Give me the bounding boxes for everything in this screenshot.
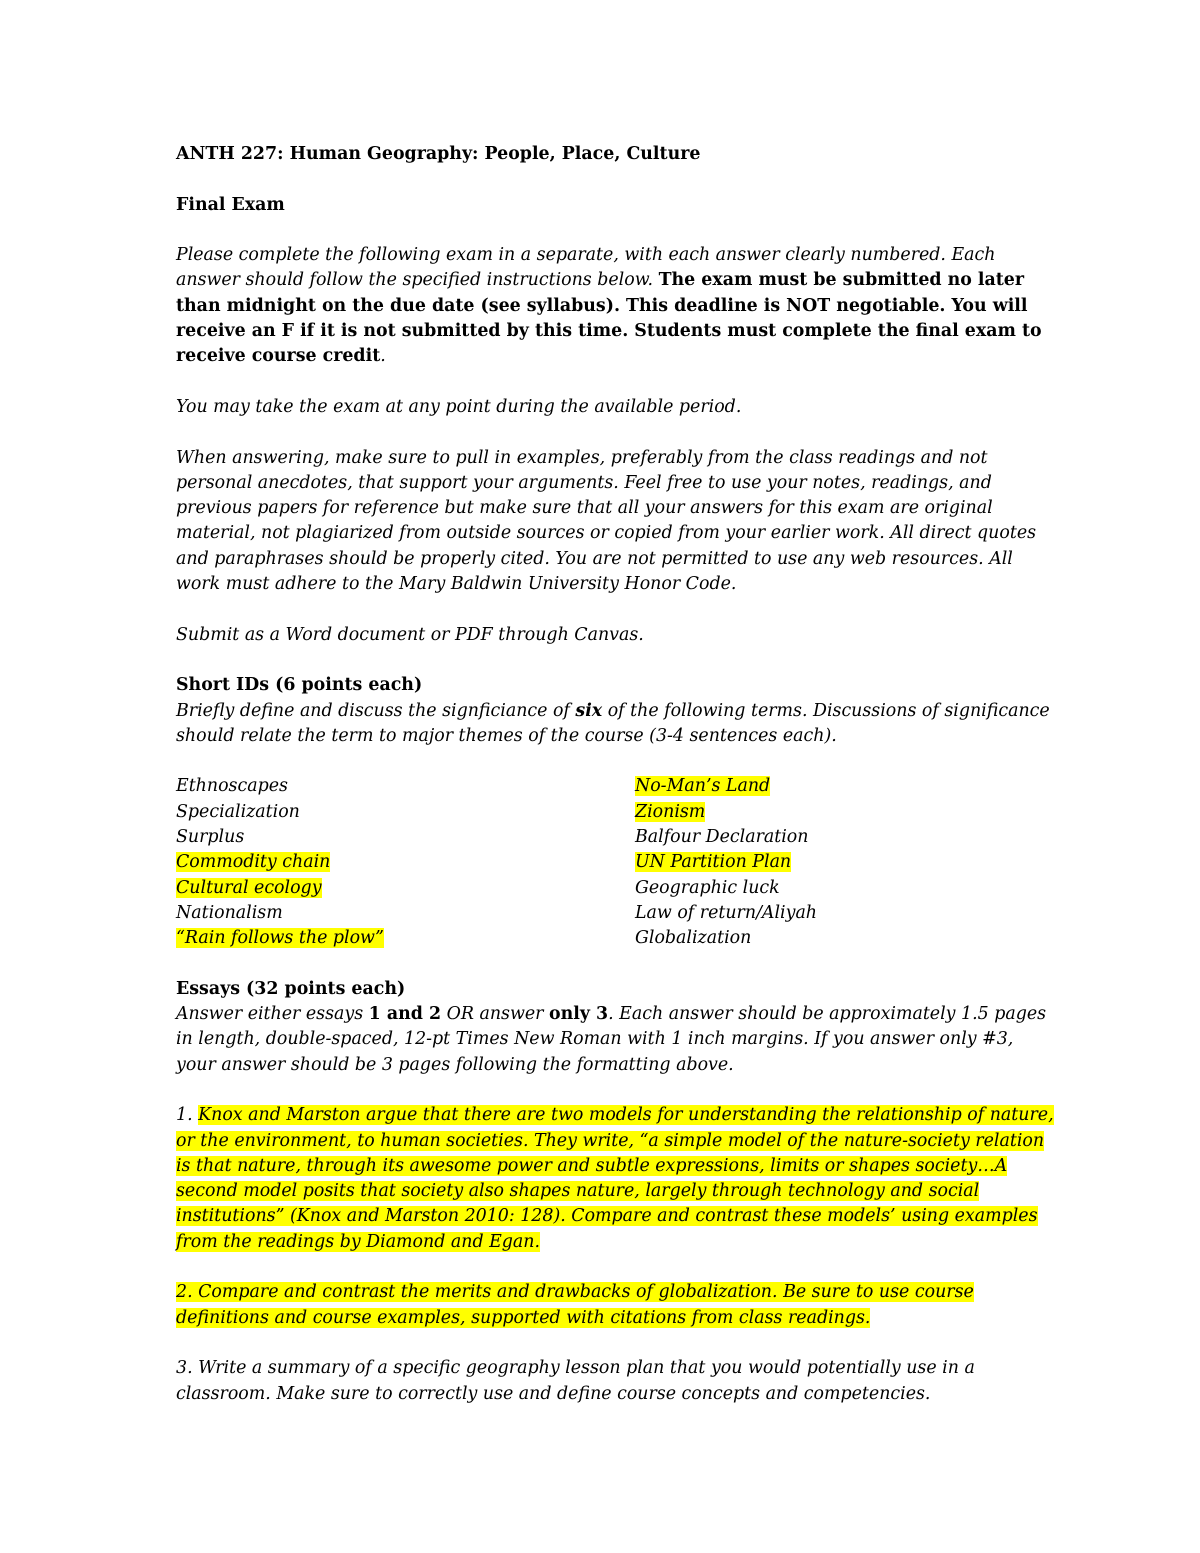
term-item-highlighted: Cultural ecology: [176, 877, 322, 898]
essays-instr-bold-2: only 3: [548, 1004, 609, 1025]
term-item: Ethnoscapes: [176, 776, 288, 797]
essay-question-3: [176, 1356, 1056, 1407]
terms-list: [176, 774, 1056, 951]
essays-instr-2: OR answer: [441, 1004, 549, 1025]
short-ids-instr-bold: six: [575, 700, 603, 721]
period-note: You may take the exam at any point during the available period.: [176, 396, 742, 417]
essay-question-1: [176, 1103, 1056, 1255]
term-item-highlighted: UN Partition Plan: [635, 852, 792, 873]
term-item-highlighted: Zionism: [635, 801, 706, 822]
essay-3-text: 3. Write a summary of a specific geography lesson plan that you would potentially use in a classroom. Make sure to correctly use and define course concepts and competencies.: [176, 1358, 975, 1404]
short-ids-instr-after: of the following terms. Discussions of significance should relate the term to major themes of the course (3-4 sentences each).: [176, 700, 1050, 746]
course-title: ANTH 227: Human Geography: People, Place, Culture: [176, 144, 701, 164]
term-item: Surplus: [176, 827, 245, 848]
submit-note: Submit as a Word document or PDF through Canvas.: [176, 624, 644, 645]
term-item-highlighted: Commodity chain: [176, 852, 331, 873]
term-item-highlighted: “Rain follows the plow”: [176, 928, 384, 949]
essays-instr-bold-1: 1 and 2: [368, 1004, 442, 1025]
term-item: Specialization: [176, 801, 300, 822]
short-ids-instructions: [176, 699, 1056, 750]
essay-question-2: [176, 1280, 1056, 1331]
term-item: Geographic luck: [635, 877, 780, 898]
exam-title: Final Exam: [176, 194, 285, 215]
term-item: Globalization: [635, 928, 752, 949]
essays-heading: Essays (32 points each): [176, 978, 406, 999]
short-ids-heading: Short IDs (6 points each): [176, 675, 423, 696]
intro-end: .: [380, 346, 386, 367]
exam-document: [176, 142, 1056, 1432]
intro-paragraph: [176, 243, 1056, 369]
term-item: Balfour Declaration: [635, 827, 809, 848]
terms-left-column: [176, 774, 635, 951]
essay-1-text: Knox and Marston argue that there are two models for understanding the relationship of nature, or the environment, to human societies. They write, “a simple model of the nature-society relation is that nature, through its awesome power and subtle expressions, limits or shapes society…A second model posits that society also shapes nature, largely through technology and social institutions” (Knox and Marston 2010: 128). Compare and contrast these models’ using examples from the readings by Diamond and Egan.: [176, 1105, 1054, 1252]
essays-instr-3: . Each answer should be approximately 1.5 pages in length, double-spaced, 12-pt Times New Roman with 1 inch margins. If you answer only #3, your answer should be 3 pages following the formatting above.: [176, 1004, 1047, 1075]
term-item: Law of return/Aliyah: [635, 902, 818, 923]
essay-1-number: 1.: [176, 1105, 193, 1126]
term-item-highlighted: No-Man’s Land: [635, 776, 771, 797]
essays-instr-1: Answer either essays: [176, 1004, 369, 1025]
intro-bold: The exam must be submitted no later than midnight on the due date (see syllabus). This deadline is NOT negotiable. You will receive an F if it is not submitted by this time. Students must complete the final exam to receive course credit: [176, 270, 1042, 367]
answering-note: When answering, make sure to pull in examples, preferably from the class readings and not personal anecdotes, that support your arguments. Feel free to use your notes, readings, and previous papers for reference but make sure that all your answers for this exam are original material, not plagiarized from outside sources or copied from your earlier work. All direct quotes and paraphrases should be properly cited. You are not permitted to use any web resources. All work must adhere to the Mary Baldwin University Honor Code.: [176, 447, 1037, 595]
essay-2-text: 2. Compare and contrast the merits and drawbacks of globalization. Be sure to use course definitions and course examples, supported with citations from class readings.: [176, 1282, 974, 1328]
essays-instructions: [176, 1002, 1056, 1078]
short-ids-instr-before: Briefly define and discuss the signficiance of: [176, 700, 576, 721]
intro-italic: Please complete the following exam in a separate, with each answer clearly numbered. Each answer should follow the specified instructions below.: [176, 245, 996, 291]
term-item: Nationalism: [176, 902, 283, 923]
terms-right-column: [635, 774, 1035, 951]
